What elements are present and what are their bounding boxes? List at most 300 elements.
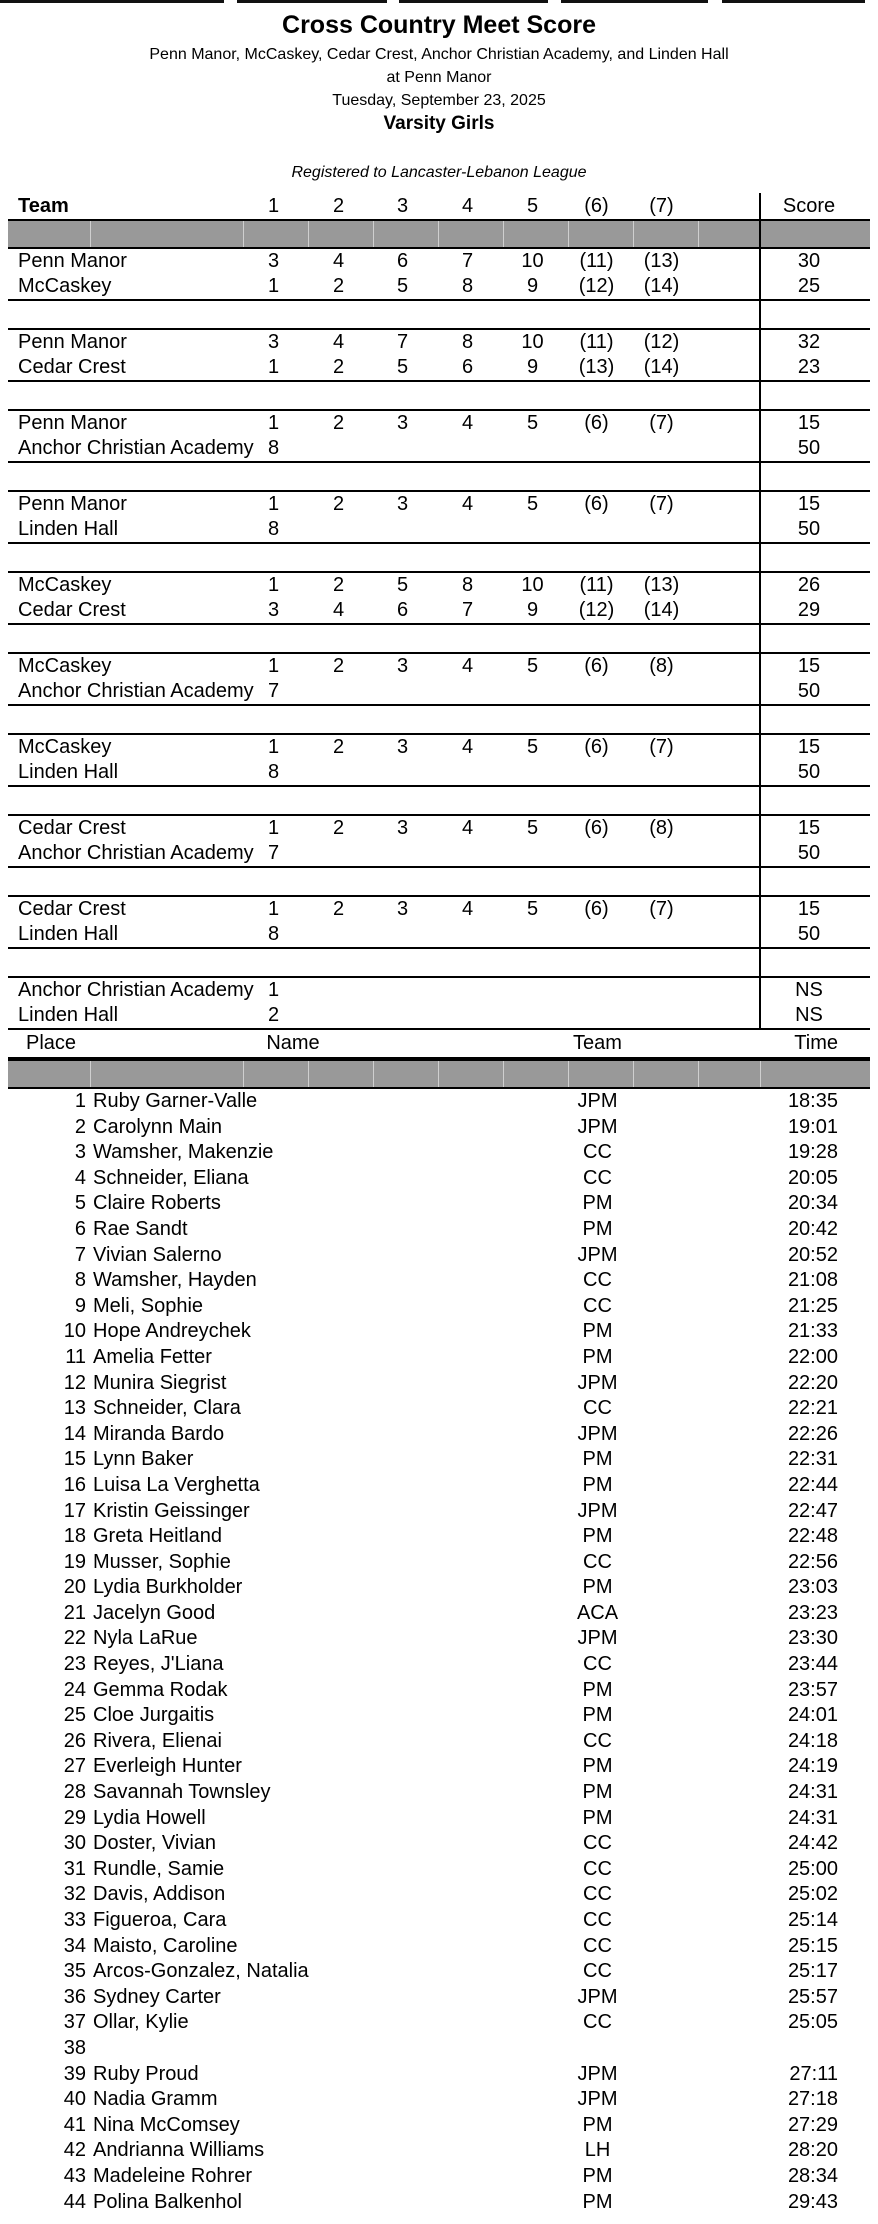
result-row: [0, 1524, 878, 1550]
result-place: 3: [74, 1141, 86, 1164]
score-value: 25: [797, 275, 821, 297]
place-value: 6: [396, 250, 409, 272]
result-place: 2: [74, 1115, 86, 1138]
place-value: 1: [267, 574, 280, 596]
column-header-2: 2: [332, 195, 345, 217]
team-name: Cedar Crest: [18, 817, 126, 839]
result-place: 21: [63, 1601, 86, 1624]
place-value: (7): [649, 493, 674, 515]
team-score-row: [8, 517, 870, 542]
result-name: Lynn Baker: [93, 1448, 194, 1471]
result-team: JPM: [577, 1422, 618, 1445]
match-block: [8, 654, 870, 706]
result-team: JPM: [577, 2088, 618, 2111]
place-value: 10: [521, 331, 544, 353]
result-team: CC: [583, 1934, 612, 1957]
result-team: JPM: [577, 1371, 618, 1394]
place-value: 8: [461, 275, 474, 297]
place-value: (8): [649, 655, 674, 677]
place-value: 9: [526, 356, 539, 378]
place-value: 3: [267, 599, 280, 621]
team-score-row: [8, 841, 870, 866]
score-value: 15: [797, 736, 821, 758]
result-name: Amelia Fetter: [93, 1345, 212, 1368]
result-time: 29:43: [787, 2190, 838, 2213]
result-team: PM: [582, 1576, 613, 1599]
result-place: 7: [74, 1243, 86, 1266]
result-time: 20:05: [787, 1166, 838, 1189]
result-row: [0, 1371, 878, 1397]
score-value: 50: [797, 680, 821, 702]
team-name: Linden Hall: [18, 761, 119, 783]
place-value: 5: [526, 412, 539, 434]
result-row: [0, 1550, 878, 1576]
result-name: Luisa La Verghetta: [93, 1473, 260, 1496]
result-name: Polina Balkenhol: [93, 2190, 242, 2213]
result-team: PM: [582, 2190, 613, 2213]
team-name: Penn Manor: [18, 250, 127, 272]
result-time: 19:28: [787, 1141, 838, 1164]
team-name: McCaskey: [18, 574, 112, 596]
place-value: 1: [267, 817, 280, 839]
band-separator: [90, 1061, 91, 1087]
place-value: 5: [526, 817, 539, 839]
place-value: (6): [584, 817, 609, 839]
result-time: 24:42: [787, 1832, 838, 1855]
place-value: (7): [649, 898, 674, 920]
column-header-place: Place: [25, 1032, 77, 1054]
place-value: (11): [579, 574, 614, 596]
result-team: CC: [583, 1269, 612, 1292]
result-row: [0, 1959, 878, 1985]
result-row: [0, 1908, 878, 1934]
place-value: 2: [332, 655, 345, 677]
place-value: 2: [332, 817, 345, 839]
result-time: 20:52: [787, 1243, 838, 1266]
place-value: 3: [396, 736, 409, 758]
result-place: 8: [74, 1269, 86, 1292]
column-header-4: 4: [461, 195, 474, 217]
result-team: PM: [582, 1473, 613, 1496]
team-name: Anchor Christian Academy: [18, 979, 254, 1001]
team-score-row: [8, 1003, 870, 1028]
result-team: CC: [583, 1960, 612, 1983]
result-row: [0, 1678, 878, 1704]
result-row: [0, 2087, 878, 2113]
place-value: 7: [396, 331, 409, 353]
place-value: (6): [584, 898, 609, 920]
team-score-row: [8, 330, 870, 355]
result-team: JPM: [577, 1115, 618, 1138]
result-place: 32: [63, 1883, 86, 1906]
registered-line: Registered to Lancaster-Lebanon League: [291, 164, 587, 181]
result-name: Cloe Jurgaitis: [93, 1704, 215, 1727]
result-time: 25:14: [787, 1909, 838, 1931]
result-name: Claire Roberts: [93, 1192, 221, 1215]
result-name: Hope Andreychek: [93, 1320, 251, 1343]
result-name: Arcos-Gonzalez, Natalia: [93, 1960, 309, 1983]
result-row: [0, 1934, 878, 1960]
result-time: 28:20: [787, 2139, 838, 2162]
column-header-team: Team: [18, 195, 69, 217]
team-name: McCaskey: [18, 655, 112, 677]
team-name: Penn Manor: [18, 331, 127, 353]
result-row: [0, 1857, 878, 1883]
result-name: Sydney Carter: [93, 1985, 221, 2008]
result-place: 4: [74, 1166, 86, 1189]
band-separator: [503, 221, 504, 247]
match-block: [8, 897, 870, 949]
result-time: 24:01: [787, 1704, 838, 1727]
result-time: 22:21: [787, 1397, 838, 1420]
result-name: Jacelyn Good: [93, 1601, 216, 1624]
result-row: [0, 2138, 878, 2164]
result-row: [0, 1831, 878, 1857]
place-value: 4: [461, 493, 474, 515]
place-value: (13): [578, 356, 615, 378]
place-value: 1: [267, 736, 280, 758]
result-row: [0, 1089, 878, 1115]
result-row: [0, 1166, 878, 1192]
place-value: 5: [526, 736, 539, 758]
result-team: PM: [582, 2164, 613, 2187]
result-row: [0, 2036, 878, 2062]
match-block: [8, 978, 870, 1030]
result-team: PM: [582, 2113, 613, 2136]
result-place: 28: [63, 1781, 86, 1804]
result-row: [0, 1422, 878, 1448]
place-value: 10: [521, 574, 544, 596]
place-value: 3: [396, 898, 409, 920]
result-time: 24:18: [787, 1729, 838, 1752]
place-value: 4: [461, 898, 474, 920]
place-value: (6): [584, 493, 609, 515]
place-value: 1: [267, 493, 280, 515]
result-time: 28:34: [787, 2164, 838, 2187]
result-place: 17: [63, 1499, 86, 1522]
result-row: [0, 1882, 878, 1908]
result-place: 1: [74, 1090, 86, 1112]
place-value: 5: [396, 275, 409, 297]
result-row: [0, 1345, 878, 1371]
result-name: Davis, Addison: [93, 1883, 226, 1906]
match-separator: [8, 382, 870, 411]
result-time: 24:19: [787, 1755, 838, 1778]
place-value: 2: [332, 898, 345, 920]
place-value: 1: [267, 898, 280, 920]
result-rows: [0, 1089, 878, 2215]
place-value: (13): [643, 250, 680, 272]
result-name: Ruby Garner-Valle: [93, 1090, 258, 1112]
result-place: 36: [63, 1985, 86, 2008]
result-time: 22:00: [787, 1345, 838, 1368]
match-block: [8, 816, 870, 868]
team-name: Linden Hall: [18, 1004, 119, 1026]
band-separator: [633, 1061, 634, 1087]
result-time: 25:17: [787, 1960, 838, 1983]
result-place: 23: [63, 1653, 86, 1676]
place-value: 3: [396, 817, 409, 839]
result-name: Ruby Proud: [93, 2062, 199, 2085]
place-value: 7: [461, 599, 474, 621]
result-row: [0, 1191, 878, 1217]
result-place: 10: [63, 1320, 86, 1343]
score-value: NS: [795, 1004, 823, 1026]
result-time: 22:48: [787, 1525, 838, 1548]
result-place: 5: [74, 1192, 86, 1215]
match-separator: [8, 787, 870, 816]
result-name: Doster, Vivian: [93, 1832, 217, 1855]
team-name: Penn Manor: [18, 493, 127, 515]
band-separator: [243, 221, 244, 247]
band-separator: [243, 1061, 244, 1087]
result-team: CC: [583, 1857, 612, 1880]
score-value: NS: [795, 979, 823, 1001]
band-separator: [633, 221, 634, 247]
match-separator: [8, 463, 870, 492]
place-value: 8: [267, 923, 280, 945]
result-row: [0, 1601, 878, 1627]
place-value: 10: [521, 250, 544, 272]
result-row: [0, 2062, 878, 2088]
result-team: PM: [582, 1217, 613, 1240]
result-name: Wamsher, Makenzie: [93, 1141, 274, 1164]
result-team: ACA: [576, 1601, 619, 1624]
result-team: JPM: [577, 1985, 618, 2008]
result-name: Ollar, Kylie: [93, 2011, 189, 2034]
place-value: 2: [267, 1004, 280, 1026]
team-name: McCaskey: [18, 736, 112, 758]
result-time: 25:02: [787, 1883, 838, 1906]
column-header-team: Team: [573, 1032, 622, 1054]
result-team: PM: [582, 1345, 613, 1368]
result-row: [0, 1985, 878, 2011]
band-separator: [308, 221, 309, 247]
team-score-row: [8, 978, 870, 1003]
result-row: [0, 1447, 878, 1473]
place-value: 4: [461, 412, 474, 434]
result-name: Miranda Bardo: [93, 1422, 225, 1445]
team-score-row: [8, 249, 870, 274]
date-line: Tuesday, September 23, 2025: [332, 92, 546, 109]
result-name: Meli, Sophie: [93, 1294, 204, 1317]
score-value: 50: [797, 518, 821, 540]
result-time: 21:08: [787, 1269, 838, 1292]
result-team: CC: [583, 1729, 612, 1752]
team-score-row: [8, 355, 870, 380]
team-score-row: [8, 654, 870, 679]
result-time: 22:31: [787, 1448, 838, 1471]
score-value: 15: [797, 493, 821, 515]
band-separator: [438, 221, 439, 247]
band-separator: [90, 221, 91, 247]
result-team: PM: [582, 1678, 613, 1701]
place-value: (11): [579, 331, 614, 353]
place-value: 4: [461, 817, 474, 839]
division-title: Varsity Girls: [383, 113, 495, 134]
participants-line: Penn Manor, McCaskey, Cedar Crest, Anchor Christian Academy, and Linden Hall: [149, 46, 729, 63]
result-place: 31: [63, 1857, 86, 1880]
result-time: 22:44: [787, 1473, 838, 1496]
place-value: 2: [332, 736, 345, 758]
place-value: 8: [461, 574, 474, 596]
result-place: 44: [63, 2190, 86, 2213]
place-value: 6: [396, 599, 409, 621]
place-value: (8): [649, 817, 674, 839]
match-block: [8, 249, 870, 301]
score-table-header-row: [0, 193, 878, 219]
result-team: JPM: [577, 1243, 618, 1266]
team-score-row: [8, 274, 870, 299]
result-place: 40: [63, 2088, 86, 2111]
team-name: Cedar Crest: [18, 599, 126, 621]
result-place: 26: [63, 1729, 86, 1752]
result-row: [0, 1268, 878, 1294]
band-separator: [438, 1061, 439, 1087]
team-score-row: [8, 760, 870, 785]
place-value: 4: [332, 250, 345, 272]
place-value: 4: [332, 599, 345, 621]
result-name: Wamsher, Hayden: [93, 1269, 257, 1292]
score-value: 15: [797, 412, 821, 434]
result-place: 6: [74, 1217, 86, 1240]
result-team: CC: [583, 2011, 612, 2034]
score-value: 29: [797, 599, 821, 621]
result-place: 34: [63, 1934, 86, 1957]
place-value: (11): [579, 250, 614, 272]
result-place: 22: [63, 1627, 86, 1650]
team-name: Anchor Christian Academy: [18, 842, 254, 864]
result-row: [0, 1703, 878, 1729]
result-name: Schneider, Eliana: [93, 1166, 249, 1189]
band-separator: [373, 221, 374, 247]
place-value: 9: [526, 275, 539, 297]
score-match-blocks: [0, 249, 878, 1030]
place-value: 3: [267, 331, 280, 353]
result-time: 19:01: [787, 1115, 838, 1138]
place-value: 8: [461, 331, 474, 353]
match-block: [8, 573, 870, 625]
team-score-row: [8, 679, 870, 704]
band-separator: [698, 1061, 699, 1087]
score-value: 50: [797, 761, 821, 783]
result-name: Rae Sandt: [93, 1217, 188, 1240]
result-place: 24: [63, 1678, 86, 1701]
score-value: 50: [797, 842, 821, 864]
team-name: Linden Hall: [18, 923, 119, 945]
result-team: LH: [584, 2139, 611, 2162]
result-place: 25: [63, 1704, 86, 1727]
team-scores-table: [0, 193, 878, 1030]
result-team: PM: [582, 1448, 613, 1471]
result-time: 27:29: [787, 2113, 838, 2136]
column-header-time: Time: [794, 1032, 838, 1054]
result-team: CC: [583, 1141, 612, 1164]
results-table: [0, 1030, 878, 2215]
team-name: Penn Manor: [18, 412, 127, 434]
place-value: 7: [461, 250, 474, 272]
place-value: 9: [526, 599, 539, 621]
column-header-score: Score: [782, 195, 836, 217]
place-value: 7: [267, 680, 280, 702]
result-time: 23:03: [787, 1576, 838, 1599]
result-row: [0, 1319, 878, 1345]
result-place: 19: [63, 1550, 86, 1573]
result-place: 33: [63, 1909, 86, 1931]
result-team: JPM: [577, 2062, 618, 2085]
match-block: [8, 735, 870, 787]
team-name: Cedar Crest: [18, 898, 126, 920]
result-place: 30: [63, 1832, 86, 1855]
result-team: CC: [583, 1653, 612, 1676]
column-header-6: (6): [584, 195, 609, 217]
place-value: 1: [267, 979, 280, 1001]
result-time: 24:31: [787, 1806, 838, 1829]
result-row: [0, 1217, 878, 1243]
result-time: 21:25: [787, 1294, 838, 1317]
match-block: [8, 330, 870, 382]
result-team: CC: [583, 1550, 612, 1573]
result-name: Gemma Rodak: [93, 1678, 228, 1701]
place-value: 1: [267, 412, 280, 434]
result-name: Rundle, Samie: [93, 1857, 225, 1880]
column-header-5: 5: [526, 195, 539, 217]
result-row: [0, 1499, 878, 1525]
band-separator: [568, 1061, 569, 1087]
result-row: [0, 1754, 878, 1780]
match-separator: [8, 868, 870, 897]
place-value: (12): [578, 275, 615, 297]
result-name: Figueroa, Cara: [93, 1909, 227, 1931]
team-name: Cedar Crest: [18, 356, 126, 378]
result-name: Musser, Sophie: [93, 1550, 231, 1573]
place-value: (7): [649, 412, 674, 434]
result-row: [0, 1626, 878, 1652]
result-row: [0, 2113, 878, 2139]
result-time: 25:00: [787, 1857, 838, 1880]
result-place: 18: [63, 1525, 86, 1548]
team-score-row: [8, 922, 870, 947]
result-place: 11: [65, 1345, 86, 1368]
result-name: Savannah Townsley: [93, 1781, 271, 1804]
place-value: (14): [643, 599, 680, 621]
page-title: Cross Country Meet Score: [282, 11, 596, 39]
result-row: [0, 1396, 878, 1422]
result-row: [0, 1729, 878, 1755]
result-team: CC: [583, 1294, 612, 1317]
result-name: Kristin Geissinger: [93, 1499, 250, 1522]
result-team: JPM: [577, 1090, 618, 1112]
result-time: 23:23: [787, 1601, 838, 1624]
result-team: PM: [582, 1192, 613, 1215]
result-name: Schneider, Clara: [93, 1397, 241, 1420]
team-name: McCaskey: [18, 275, 112, 297]
result-place: 43: [63, 2164, 86, 2187]
score-value: 50: [797, 437, 821, 459]
result-time: 25:57: [787, 1985, 838, 2008]
match-separator: [8, 544, 870, 573]
result-time: 22:20: [787, 1371, 838, 1394]
band-separator: [373, 1061, 374, 1087]
result-time: 22:26: [787, 1422, 838, 1445]
place-value: 8: [267, 437, 280, 459]
team-score-row: [8, 897, 870, 922]
place-value: (13): [643, 574, 680, 596]
result-place: 14: [63, 1422, 86, 1445]
result-team: JPM: [577, 1499, 618, 1522]
result-name: Lydia Burkholder: [93, 1576, 243, 1599]
column-header-name: Name: [266, 1032, 320, 1054]
